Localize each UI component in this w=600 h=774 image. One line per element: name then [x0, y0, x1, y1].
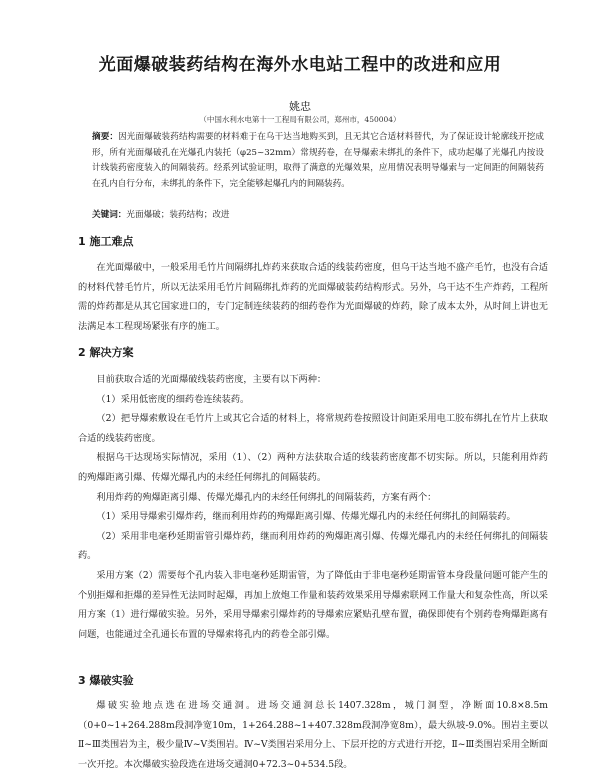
paragraph: （1）采用低密度的细药卷连续装药。	[96, 393, 250, 405]
abstract	[92, 130, 544, 192]
paragraph: （2）把导爆索敷设在毛竹片上或其它合适的材料上，将常规药卷按照设计间距采用电工胶布绑扎在竹片上获取合适的线装药密度。	[78, 413, 548, 444]
paragraph: 采用方案（2）需要每个孔内装入非电毫秒延期雷管，为了降低由于非电毫秒延期雷管本身段量问题可能产生的个别拒爆和拒爆的差异性无法同时起爆，再加上放炮工作量和装药效果采用导爆索联网工作量大和复杂性高，所以采用方案（1）进行爆破实验。另外，采用导爆索引爆炸药的导爆索应紧贴孔壁布置，确保即使有个别药卷殉爆距离有问题，也能通过全孔通长布置的导爆索将孔内的药卷全部引爆。	[78, 569, 548, 640]
section-body-blasting-experiment	[78, 696, 548, 774]
abstract-label: 摘要：	[92, 132, 119, 142]
paragraph: 利用炸药的殉爆距离引爆、传爆光爆孔内的未经任何绑扎的间隔装药，方案有两个：	[96, 491, 437, 503]
paragraph: 在光面爆破中，一般采用毛竹片间隔绑扎炸药来获取合适的线装药密度，但乌干达当地不盛产毛竹，也没有合适的材料代替毛竹片，所以无法采用毛竹片间隔绑扎炸药的光面爆破装药结构形式。另外，乌干达不生产炸药，工程所需的炸药都是从其它国家进口的，专门定制连续装药的细药卷作为光面爆破的炸药，除了成本太外，从时间上讲也无法满足本工程现场紧张有序的施工。	[78, 262, 548, 332]
paragraph: 爆破实验地点选在进场交通洞。进场交通洞总长1407.328m，城门洞型，净断面10.8×8.5m（0+0~1+264.288m段洞净宽10m，1+264.288~1+407.328m段洞净宽8m），最大纵坡-9.0%。围岩主要以Ⅱ~Ⅲ类围岩为主，极少量Ⅳ~Ⅴ类围岩。Ⅳ~Ⅴ类围岩采用分上、下层开挖的方式进行开挖，Ⅱ~Ⅲ类围岩采用全断面一次开挖。本次爆破实验段选在进场交通洞0+72.3~0+534.5段。	[78, 700, 548, 770]
keywords	[92, 208, 544, 220]
section-heading-construction-difficulties: 1 施工难点	[78, 235, 134, 248]
section-heading-blasting-experiment: 3 爆破实验	[78, 674, 134, 687]
paragraph: （2）采用非电毫秒延期雷管引爆炸药，继而利用炸药的殉爆距离引爆、传爆光爆孔内的未经任何绑扎的间隔装药。	[78, 530, 548, 562]
section-heading-solution: 2 解决方案	[78, 346, 134, 359]
author-name: 姚忠	[289, 100, 311, 113]
paragraph: （1）采用导爆索引爆炸药，继而利用炸药的殉爆距离引爆、传爆光爆孔内的未经任何绑扎的间隔装药。	[96, 511, 516, 523]
paragraph: 目前获取合适的光面爆破线装药密度，主要有以下两种：	[96, 374, 327, 385]
section-body-construction-difficulties	[78, 258, 548, 336]
paper-title: 光面爆破装药结构在海外水电站工程中的改进和应用	[98, 55, 502, 75]
author-affiliation: （中国水利水电第十一工程局有限公司，郑州市，450004）	[199, 115, 401, 124]
keywords-text: 光面爆破；装药结构；改进	[126, 210, 230, 220]
abstract-text: 因光面爆破装药结构需要的材料难于在乌干达当地购买到，且无其它合适材料替代，为了保证设计轮廓线开挖成形，所有光面爆破孔在光爆孔内装托（φ25~32mm）常规药卷，在导爆索未绑扎的条件下，成功起爆了光爆孔内按设计线装药密度装入的间隔装药。经系列试验证明，取得了满意的光爆效果，应用情况表明导爆索与一定间距的间隔装药在孔内自行分布，未绑扎的条件下，完全能够起爆孔内的间隔装药。	[92, 132, 544, 189]
paragraph: 根据乌干达现场实际情况，采用（1）、（2）两种方法获取合适的线装药密度都不切实际。所以，只能利用炸药的殉爆距离引爆、传爆光爆孔内的未经任何绑扎的间隔装药。	[78, 452, 548, 483]
section-body-solution	[78, 370, 548, 644]
keywords-label: 关键词：	[92, 210, 127, 220]
